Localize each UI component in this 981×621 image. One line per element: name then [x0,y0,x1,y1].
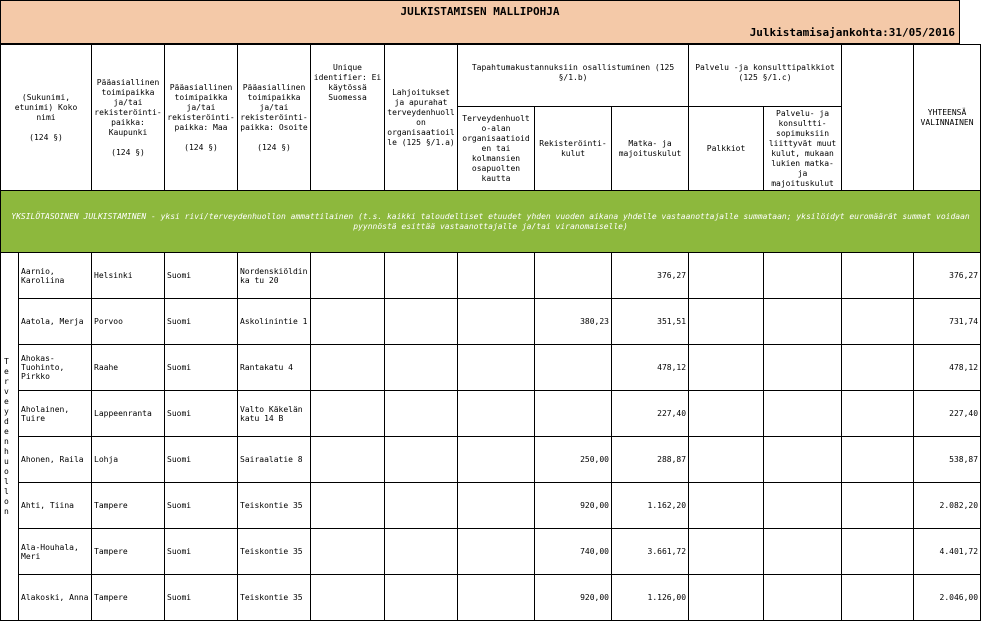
cell-total: 731,74 [914,299,981,345]
cell-registration: 740,00 [535,529,612,575]
cell-registration [535,345,612,391]
cell-city: Tampere [92,483,165,529]
cell-fees [689,299,764,345]
cell-events-sponsor [458,483,535,529]
section-note: YKSILÖTASOINEN JULKISTAMINEN - yksi rivi/terveydenhuollon ammattilainen (t.s. kaikki taloudelliset etuudet yhden vuoden aikana yhdelle vastaanottajalle summataan; yksilöidyt euromäärät summat voidaan pyynnöstä esittää vastaanottajalle ja/tai viranomaiselle) [1,191,981,253]
cell-related [764,299,842,345]
cell-registration: 250,00 [535,437,612,483]
table-row [1,299,981,345]
table-row [1,253,981,299]
cell-country: Suomi [165,391,238,437]
cell-travel: 351,51 [612,299,689,345]
cell-unique-id [311,529,385,575]
cell-donations [385,299,458,345]
header-address [238,45,311,191]
cell-total: 376,27 [914,253,981,299]
header-services-related: Palvelu- ja konsultti-sopimuksiin liittyvät muut kulut, mukaan lukien matka- ja majoituskulut [764,107,842,191]
cell-travel: 478,12 [612,345,689,391]
header-services-group: Palvelu -ja konsulttipalkkiot (125 §/1.c) [689,45,842,107]
cell-donations [385,437,458,483]
cell-related [764,345,842,391]
cell-total: 227,40 [914,391,981,437]
cell-registration [535,253,612,299]
cell-name: Ala-Houhala, Meri [19,529,92,575]
cell-related [764,253,842,299]
cell-country: Suomi [165,575,238,621]
cell-unique-id [311,391,385,437]
cell-address: Askolinintie 1 [238,299,311,345]
disclosure-date: Julkistamisajankohta:31/05/2016 [749,26,955,39]
table-row [1,391,981,437]
cell-fees [689,529,764,575]
cell-events-sponsor [458,437,535,483]
cell-country: Suomi [165,253,238,299]
cell-registration: 920,00 [535,483,612,529]
table-row [1,437,981,483]
cell-events-sponsor [458,253,535,299]
cell-related [764,483,842,529]
cell-blank [842,529,914,575]
cell-donations [385,575,458,621]
cell-country: Suomi [165,483,238,529]
cell-name: Aatola, Merja [19,299,92,345]
cell-country: Suomi [165,529,238,575]
cell-country: Suomi [165,299,238,345]
cell-name: Aarnio, Karoliina [19,253,92,299]
cell-related [764,529,842,575]
cell-fees [689,391,764,437]
cell-country: Suomi [165,437,238,483]
header-events-travel: Matka- ja majoituskulut [612,107,689,191]
cell-blank [842,299,914,345]
cell-events-sponsor [458,529,535,575]
cell-name: Ahonen, Raila [19,437,92,483]
cell-fees [689,253,764,299]
cell-address: Teiskontie 35 [238,575,311,621]
header-city-ref: (124 §) [111,147,145,157]
cell-address: Nordenskiöldinka tu 20 [238,253,311,299]
side-label [1,253,19,621]
cell-blank [842,575,914,621]
cell-address: Valto Käkelän katu 14 B [238,391,311,437]
cell-travel: 1.162,20 [612,483,689,529]
cell-blank [842,483,914,529]
cell-total: 2.082,20 [914,483,981,529]
table-row [1,345,981,391]
cell-total: 478,12 [914,345,981,391]
cell-total: 538,87 [914,437,981,483]
cell-total: 2.046,00 [914,575,981,621]
cell-events-sponsor [458,575,535,621]
cell-city: Raahe [92,345,165,391]
header-events-group: Tapahtumakustannuksiin osallistuminen (125 §/1.b) [458,45,689,107]
cell-city: Lohja [92,437,165,483]
cell-address: Sairaalatie 8 [238,437,311,483]
cell-unique-id [311,437,385,483]
cell-city: Lappeenranta [92,391,165,437]
cell-blank [842,437,914,483]
cell-donations [385,345,458,391]
cell-events-sponsor [458,299,535,345]
cell-events-sponsor [458,345,535,391]
cell-unique-id [311,483,385,529]
cell-related [764,437,842,483]
header-city-label: Pääasiallinen toimipaikka ja/tai rekisteröinti-paikka: Kaupunki [94,77,162,137]
cell-name: Ahokas-Tuohinto, Pirkko [19,345,92,391]
cell-address: Teiskontie 35 [238,483,311,529]
cell-unique-id [311,575,385,621]
cell-address: Teiskontie 35 [238,529,311,575]
cell-blank [842,345,914,391]
cell-unique-id [311,299,385,345]
cell-events-sponsor [458,391,535,437]
table-row [1,529,981,575]
header-name-ref: (124 §) [29,132,63,142]
cell-registration: 920,00 [535,575,612,621]
cell-fees [689,575,764,621]
cell-donations [385,529,458,575]
header-address-label: Pääasiallinen toimipaikka ja/tai rekisteröinti-paikka: Osoite [240,82,308,132]
cell-registration: 380,23 [535,299,612,345]
header-country-label: Pääasiallinen toimipaikka ja/tai rekisteröinti-paikka: Maa [167,82,235,132]
header-city [92,45,165,191]
header-country-ref: (124 §) [184,142,218,152]
cell-fees [689,437,764,483]
header-unique-id: Unique identifier: Ei käytössä Suomessa [311,45,385,191]
cell-fees [689,483,764,529]
cell-donations [385,391,458,437]
header-blank [842,45,914,191]
cell-donations [385,483,458,529]
cell-blank [842,391,914,437]
cell-related [764,575,842,621]
disclosure-date-bar [0,23,960,44]
header-events-sponsor: Terveydenhuolto-alan organisaatioiden tai kolmansien osapuolten kautta [458,107,535,191]
cell-city: Helsinki [92,253,165,299]
cell-address: Rantakatu 4 [238,345,311,391]
cell-city: Tampere [92,529,165,575]
cell-travel: 3.661,72 [612,529,689,575]
cell-related [764,391,842,437]
cell-blank [842,253,914,299]
cell-travel: 376,27 [612,253,689,299]
cell-travel: 227,40 [612,391,689,437]
cell-name: Alakoski, Anna [19,575,92,621]
cell-registration [535,391,612,437]
cell-unique-id [311,345,385,391]
cell-city: Porvoo [92,299,165,345]
header-address-ref: (124 §) [257,142,291,152]
table-row [1,575,981,621]
header-name-label: (Sukunimi, etunimi) Koko nimi [14,92,78,122]
header-country [165,45,238,191]
side-label-text: T e r v e y d e n h u o l l o n [4,356,9,516]
header-donations: Lahjoitukset ja apurahat terveydenhuollon organisaatioille (125 §/1.a) [385,45,458,191]
header-total: YHTEENSÄ VALINNAINEN [914,45,981,191]
header-services-fees: Palkkiot [689,107,764,191]
cell-name: Aholainen, Tuire [19,391,92,437]
cell-unique-id [311,253,385,299]
cell-city: Tampere [92,575,165,621]
cell-fees [689,345,764,391]
cell-name: Ahti, Tiina [19,483,92,529]
table-row [1,483,981,529]
header-events-registration: Rekisteröinti-kulut [535,107,612,191]
cell-total: 4.401,72 [914,529,981,575]
header-name [1,45,92,191]
cell-travel: 1.126,00 [612,575,689,621]
document-title: JULKISTAMISEN MALLIPOHJA [0,0,960,24]
cell-donations [385,253,458,299]
cell-country: Suomi [165,345,238,391]
cell-travel: 288,87 [612,437,689,483]
disclosure-table [0,44,981,621]
